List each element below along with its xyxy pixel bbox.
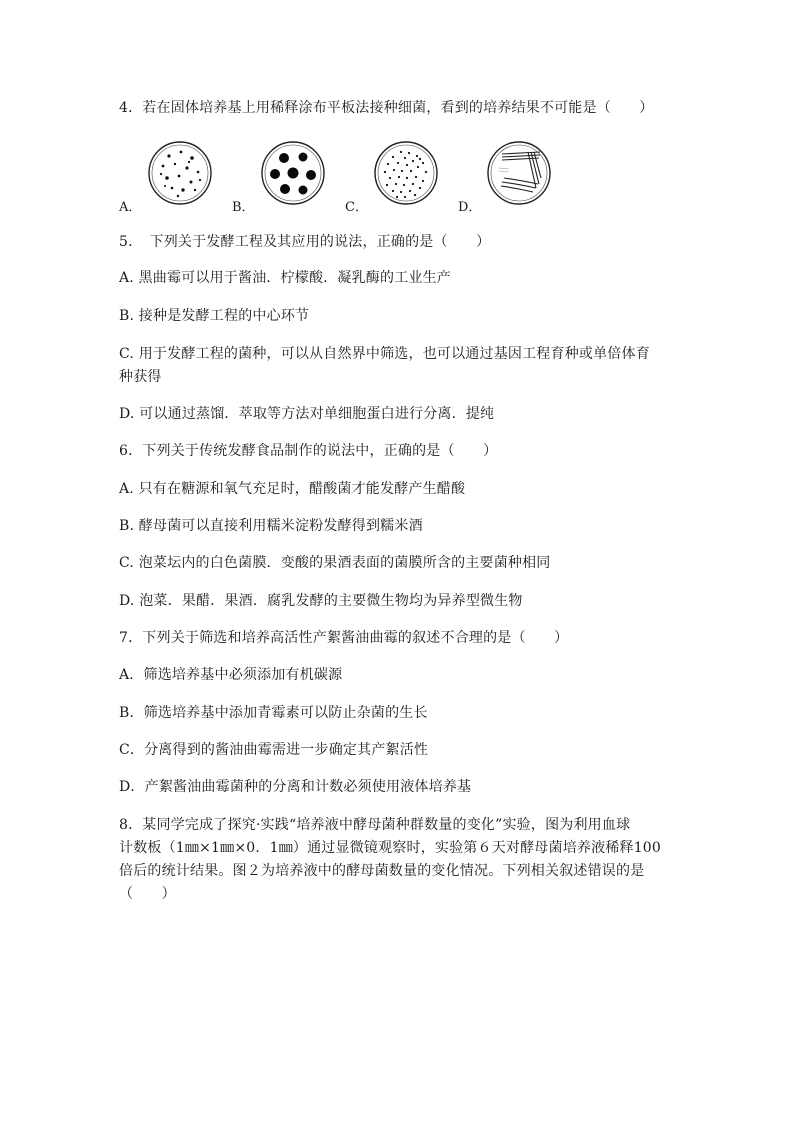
q5-option-b: B. 接种是发酵工程的中心环节 <box>119 308 310 324</box>
q8-stem-line1: 8．某同学完成了探究·实践“培养液中酵母菌种群数量的变化”实验，图为利用血球 <box>119 817 631 833</box>
q7-stem: 7．下列关于筛选和培养高活性产絮酱油曲霉的叙述不合理的是（ ） <box>119 630 569 646</box>
q5-option-c-line1: C. 用于发酵工程的菌种，可以从自然界中筛选，也可以通过基因工程育种或单倍体育 <box>119 346 650 362</box>
q4-dish-options <box>119 138 579 218</box>
q8-stem-line3: 倍后的统计结果。图２为培养液中的酵母菌数量的变化情况。下列相关叙述错误的是 <box>119 863 645 879</box>
q7-option-c: C．分离得到的酱油曲霉需进一步确定其产絮活性 <box>119 742 429 758</box>
q4-stem: 4．若在固体培养基上用稀释涂布平板法接种细菌，看到的培养结果不可能是（ ） <box>119 100 654 116</box>
q7-option-a: A．筛选培养基中必须添加有机碳源 <box>119 667 343 683</box>
q6-option-d: D. 泡菜．果醋．果酒．腐乳发酵的主要微生物均为异养型微生物 <box>119 593 523 609</box>
q6-option-c: C. 泡菜坛内的白色菌膜．变酸的果酒表面的菌膜所含的主要菌种相同 <box>119 555 551 571</box>
q5-option-a: A. 黑曲霉可以用于酱油．柠檬酸．凝乳酶的工业生产 <box>119 270 452 286</box>
option-letter-a: A． <box>119 200 142 215</box>
q6-option-a: A. 只有在糖源和氧气充足时，醋酸菌才能发酵产生醋酸 <box>119 481 466 497</box>
option-letter-b: B． <box>232 200 255 215</box>
q8-stem-line4: （ ） <box>119 886 176 902</box>
q5-option-d: D. 可以通过蒸馏．萃取等方法对单细胞蛋白进行分离．提纯 <box>119 406 495 422</box>
q4-option-b <box>232 138 342 218</box>
q4-option-d <box>458 138 568 218</box>
q5-stem: 5． 下列关于发酵工程及其应用的说法，正确的是（ ） <box>119 234 491 250</box>
q4-option-c <box>345 138 455 218</box>
petri-dish-dense-colonies-icon <box>371 138 441 208</box>
q7-option-b: B．筛选培养基中添加青霉素可以防止杂菌的生长 <box>119 705 428 721</box>
q4-option-a <box>119 138 229 218</box>
petri-dish-streak-lines-icon <box>484 138 554 208</box>
option-letter-d: D． <box>458 200 482 215</box>
q8-stem-line2: 计数板（1㎜×1㎜×0．1㎜）通过显微镜观察时，实验第６天对酵母菌培养液稀释100 <box>119 840 662 856</box>
q6-stem: 6．下列关于传统发酵食品制作的说法中，正确的是（ ） <box>119 443 498 459</box>
petri-dish-large-colonies-icon <box>258 138 328 208</box>
petri-dish-scattered-colonies-icon <box>145 138 215 208</box>
q6-option-b: B. 酵母菌可以直接利用糯米淀粉发酵得到糯米酒 <box>119 518 423 534</box>
option-letter-c: C． <box>345 200 368 215</box>
q5-option-c-line2: 种获得 <box>119 369 162 385</box>
q7-option-d: D．产絮酱油曲霉菌种的分离和计数必须使用液体培养基 <box>119 779 472 795</box>
